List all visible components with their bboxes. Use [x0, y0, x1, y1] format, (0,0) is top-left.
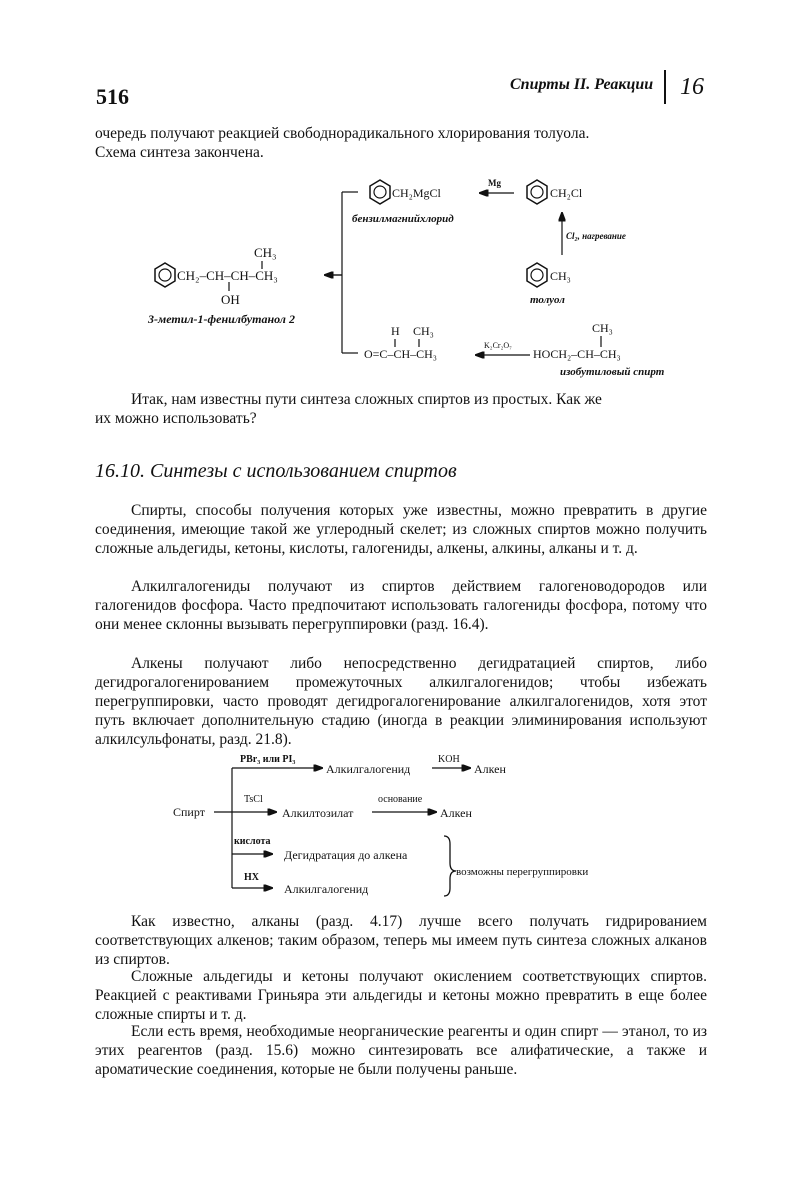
section-title: 16.10. Синтезы с использованием спиртов — [95, 460, 457, 482]
row2-final: Алкен — [440, 806, 472, 820]
grignard-reagent — [352, 180, 454, 225]
toluene — [527, 263, 571, 306]
cl2-heat-condition: Cl₂, нагревание — [566, 231, 626, 241]
benzyl-chloride — [527, 180, 583, 204]
rearrangement-note: возможны перегруппировки — [456, 866, 589, 878]
benzyl-chloride-formula: CH₂Cl — [550, 186, 583, 200]
header-rule — [664, 70, 666, 104]
intro-line-1: очередь получают реакцией свободнорадикального хлорирования толуола. — [95, 125, 590, 142]
benzene-ring-icon — [370, 180, 390, 204]
brace-icon — [444, 836, 456, 896]
row1-reagent2: KOH — [438, 754, 460, 765]
alcohol-label: изобутиловый спирт — [560, 366, 665, 378]
benzene-ring-icon — [527, 180, 547, 204]
row3-product: Дегидратация до алкена — [284, 848, 408, 862]
aldehyde-ch3: CH₃ — [413, 324, 434, 338]
paragraph-4: Как известно, алканы (разд. 4.17) лучше всего получать гидрированием соответствующих алкенов; таким образом, теперь мы имеем путь синтеза сложных алканов из спиртов. — [95, 913, 707, 968]
row2-reagent2: основание — [378, 794, 423, 805]
question-line-2: их можно использовать? — [95, 410, 257, 427]
alcohol-conversion-scheme — [0, 748, 790, 903]
row3-reagent: кислота — [234, 836, 271, 847]
chapter-number: 16 — [680, 74, 704, 100]
row2-product: Алкилтозилат — [282, 806, 354, 820]
target-label: 3-метил-1-фенилбутанол 2 — [148, 312, 295, 326]
isobutyraldehyde — [364, 324, 437, 361]
row4-product: Алкилгалогенид — [284, 882, 369, 896]
benzene-ring-icon — [155, 263, 175, 287]
scheme-start: Спирт — [173, 805, 205, 819]
row1-product: Алкилгалогенид — [326, 762, 411, 776]
row1-reagent: PBr₃ или PI₃ — [240, 754, 296, 765]
intro-line-2: Схема синтеза закончена. — [95, 144, 264, 161]
grignard-label: бензилмагнийхлорид — [352, 213, 454, 225]
target-ch3: CH₃ — [254, 245, 277, 260]
aldehyde-h: H — [391, 324, 400, 338]
toluene-label: толуол — [530, 294, 565, 306]
target-molecule — [147, 245, 295, 326]
target-oh: OH — [221, 292, 240, 307]
aldehyde-formula: O=C–CH–CH₃ — [364, 347, 437, 361]
paragraph-1: Спирты, способы получения которых уже известны, можно превратить в другие соединения, имеющие такой же углеродный скелет; из сложных спиртов можно получить сложные альдегиды, кетоны, кислоты, галогениды, алкены, алкины, алканы и т. д. — [95, 502, 707, 557]
running-title: Спирты II. Реакции — [510, 76, 654, 93]
isobutyl-alcohol — [533, 321, 665, 378]
toluene-formula: CH₃ — [550, 269, 571, 283]
paragraph-3: Алкены получают либо непосредственно дегидратацией спиртов, либо дегидрогалогенированием промежуточных алкилгалогенидов; чтобы избежать перегруппировки, часто проводят дегидрогалогенирование алкилгалогенидов, хотя этот путь включает дополнительную стадию (иногда в реакции элиминирования используют алкилсульфонаты, разд. 21.8). — [95, 655, 707, 748]
paragraph-6: Если есть время, необходимые неорганические реагенты и один спирт — этанол, то из этих реагентов (разд. 15.6) можно синтезировать все алифатические, а также и ароматические соединения, которые не были получены раньше. — [95, 1023, 707, 1078]
benzene-ring-icon — [527, 263, 547, 287]
paragraph-2: Алкилгалогениды получают из спиртов действием галогеноводородов или галогенидов фосфора. Часто предпочитают использовать галогениды фосфора, потому что они менее склонны вызывать перегруппировки (разд. 16.4). — [95, 578, 707, 633]
paragraph-5: Сложные альдегиды и кетоны получают окислением соответствующих спиртов. Реакцией с реактивами Гриньяра эти альдегиды и кетоны можно превратить в еще более сложные спирты и т. д. — [95, 968, 707, 1023]
synthesis-scheme — [0, 165, 790, 385]
row2-reagent: TsCl — [244, 794, 263, 805]
row4-reagent: HX — [244, 872, 259, 883]
page-number: 516 — [96, 84, 129, 109]
oxidant: K₂Cr₂O₇ — [484, 341, 512, 350]
target-chain: CH₂–CH–CH–CH₃ — [177, 268, 278, 283]
row1-final: Алкен — [474, 762, 506, 776]
alcohol-ch3: CH₃ — [592, 321, 613, 335]
mg-reagent: Mg — [488, 178, 501, 188]
alcohol-formula: HOCH₂–CH–CH₃ — [533, 347, 621, 361]
question-line-1: Итак, нам известны пути синтеза сложных спиртов из простых. Как же — [131, 391, 602, 408]
grignard-formula: CH₂MgCl — [392, 186, 441, 200]
